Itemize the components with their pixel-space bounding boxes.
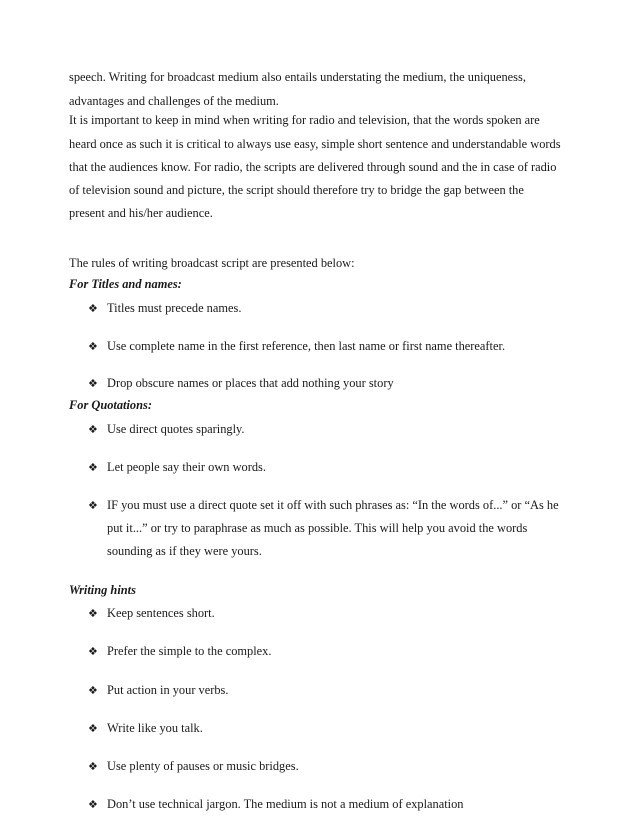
list-item: ❖ Use plenty of pauses or music bridges. [88,759,299,773]
diamond-bullet-icon: ❖ [88,645,98,658]
list-item: ❖ Titles must precede names. [88,301,242,315]
diamond-bullet-icon: ❖ [88,377,98,390]
list-item: ❖ Put action in your verbs. [88,683,229,697]
paragraph-line: present and his/her audience. [69,206,213,220]
diamond-bullet-icon: ❖ [88,461,98,474]
list-item: ❖ Don’t use technical jargon. The medium is not a medium of explanation [88,797,464,811]
diamond-bullet-icon: ❖ [88,722,98,735]
diamond-bullet-icon: ❖ [88,302,98,315]
list-item: ❖ Use direct quotes sparingly. [88,422,245,436]
diamond-bullet-icon: ❖ [88,423,98,436]
list-item-continuation: sounding as if they were yours. [107,544,262,558]
paragraph-line: It is important to keep in mind when writing for radio and television, that the words spoken are [69,113,540,127]
section-heading-titles: For Titles and names: [69,277,182,291]
diamond-bullet-icon: ❖ [88,684,98,697]
list-item: ❖ Keep sentences short. [88,606,215,620]
list-item: ❖ Let people say their own words. [88,460,266,474]
paragraph-line: that the audiences know. For radio, the scripts are delivered through sound and the in case of radio [69,160,557,174]
diamond-bullet-icon: ❖ [88,607,98,620]
list-item: ❖ Write like you talk. [88,721,203,735]
section-heading-hints: Writing hints [69,583,136,597]
diamond-bullet-icon: ❖ [88,798,98,811]
paragraph-line: advantages and challenges of the medium. [69,94,279,108]
list-item-continuation: put it...” or try to paraphrase as much as possible. This will help you avoid the words [107,521,528,535]
rules-intro: The rules of writing broadcast script are presented below: [69,256,355,270]
paragraph-line: of television sound and picture, the script should therefore try to bridge the gap between the [69,183,524,197]
paragraph-line: heard once as such it is critical to always use easy, simple short sentence and understandable words [69,137,561,151]
list-item: ❖ Prefer the simple to the complex. [88,644,272,658]
diamond-bullet-icon: ❖ [88,760,98,773]
section-heading-quotations: For Quotations: [69,398,152,412]
diamond-bullet-icon: ❖ [88,340,98,353]
list-item: ❖ Use complete name in the first reference, then last name or first name thereafter. [88,339,506,353]
paragraph-line: speech. Writing for broadcast medium also entails understating the medium, the uniqueness, [69,70,526,84]
list-item: ❖ Drop obscure names or places that add nothing your story [88,376,394,390]
diamond-bullet-icon: ❖ [88,499,98,512]
list-item: ❖ IF you must use a direct quote set it off with such phrases as: “In the words of...” or “As he [88,498,559,512]
